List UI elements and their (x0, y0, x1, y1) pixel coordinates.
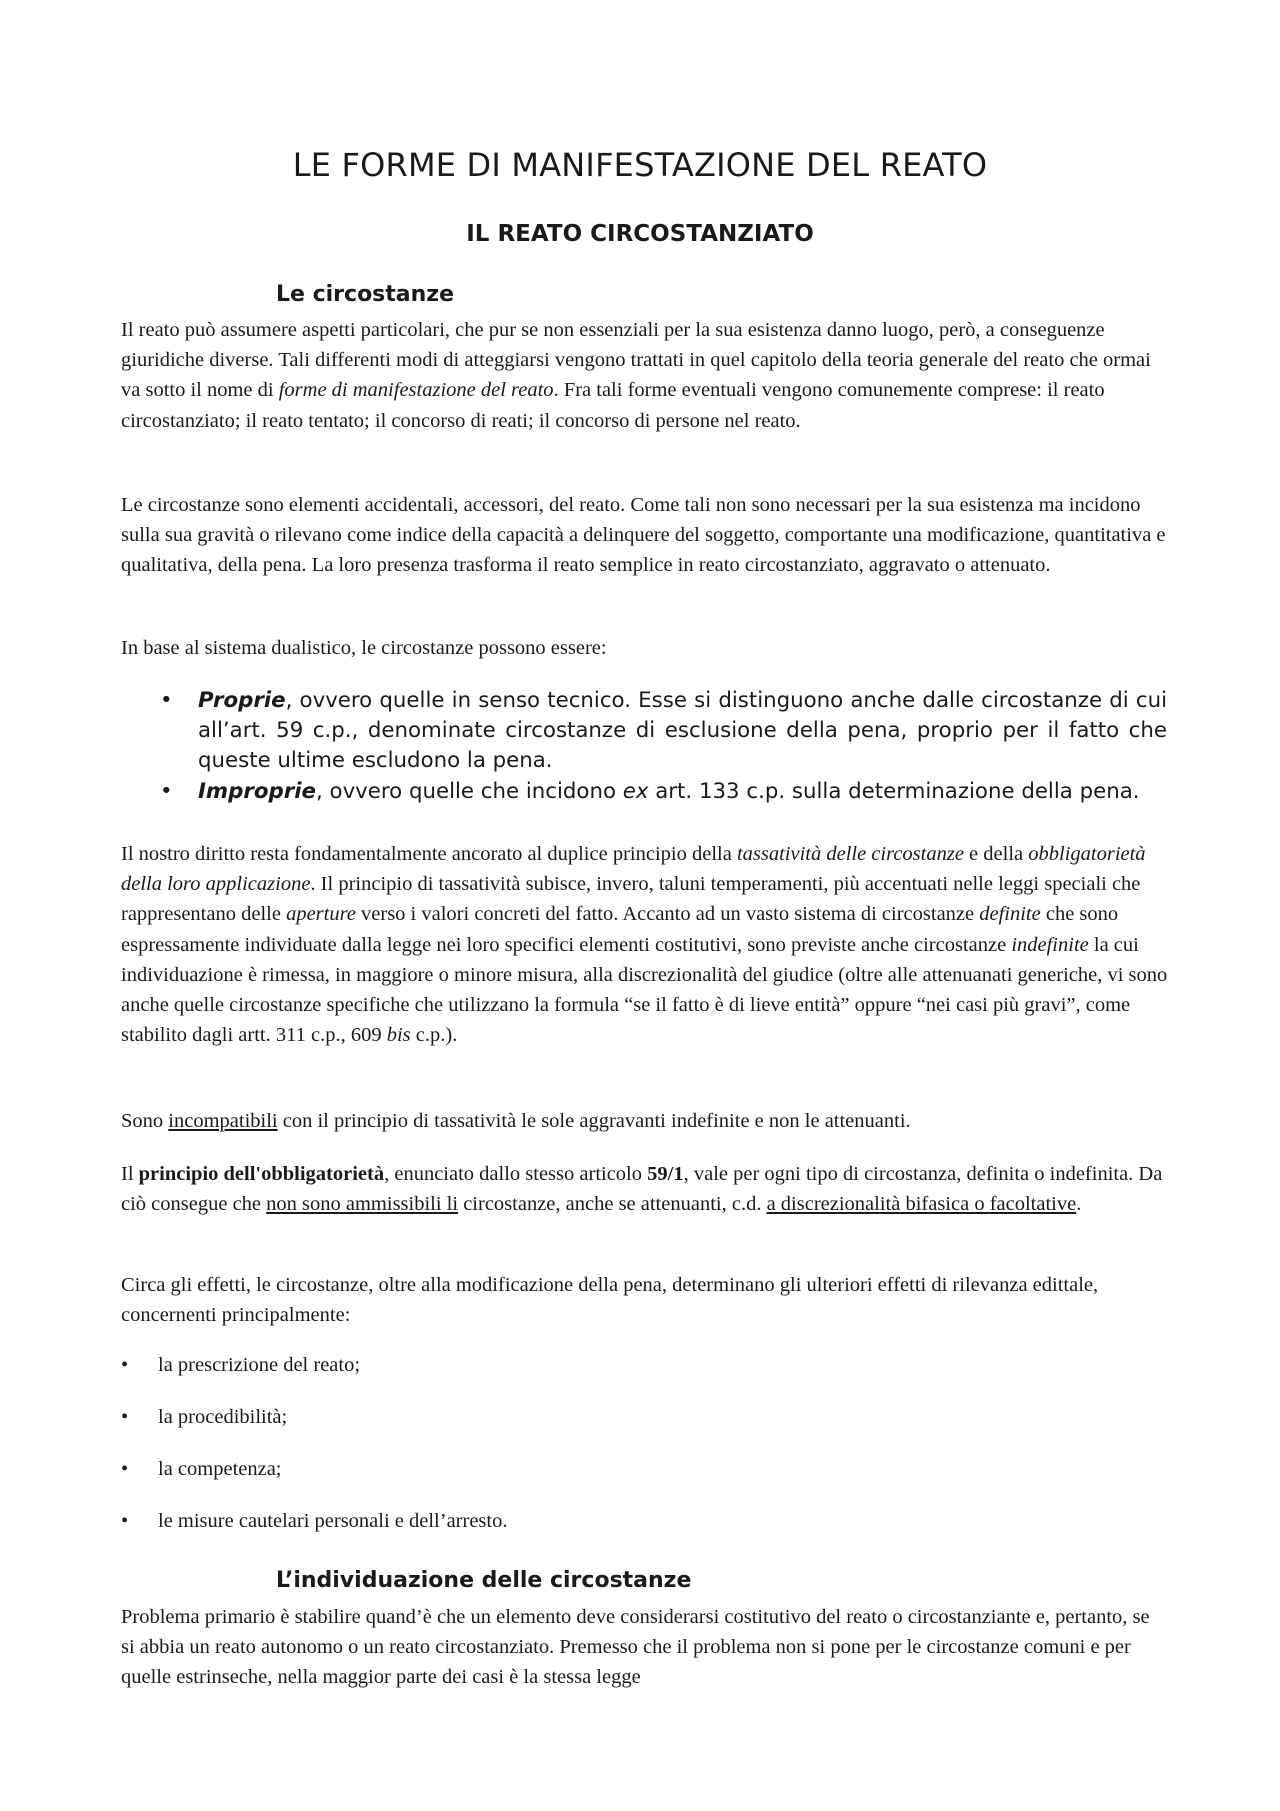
bullet-icon: • (121, 1458, 129, 1480)
bullet-icon: • (121, 1354, 129, 1376)
bullet-icon: • (160, 778, 173, 804)
paragraph-problema-text: Problema primario è stabilire quand’è che un elemento deve considerarsi costitutivo del reato o circostanziante e, pertanto, se si abbia un reato autonomo o un reato circostanziato. Premesso che il problema non si pone per le circostanze comuni e per quelle estrinseche, nella maggior parte dei casi è la stessa legge (121, 1606, 1150, 1689)
paragraph-definition-text: Le circostanze sono elementi accidentali, accessori, del reato. Come tali non sono necessari per la sua esistenza ma incidono sulla sua gravità o rilevano come indice della capacità a delinquere del soggetto, comportante una modificazione, quantitativa e qualitativa, della pena. La loro presenza trasforma il reato semplice in reato circostanziato, aggravato o attenuato. (121, 494, 1166, 577)
section-heading-circostanze: Le circostanze (276, 282, 455, 307)
bullet-icon: • (121, 1510, 129, 1532)
document-page: LE FORME DI MANIFESTAZIONE DEL REATO IL REATO CIRCOSTANZIATO Le circostanze Il reato può assumere aspetti particolari, che pur se non essenziali per la sua esistenza danno luogo, però, a conseguenze giuridiche diverse. Tali differenti modi di atteggiarsi vengono trattati in quel capitolo della teoria generale del reato che ormai va sotto il nome di forme di manifestazione del reato. Fra tali forme eventuali vengono comunemente comprese: il reato circostanziato; il reato tentato; il concorso di reati; il concorso di persone nel reato. Le circostanze sono elementi accidentali, accessori, del reato. Come tali non sono necessari per la sua esistenza ma incidono sulla sua gravità o rilevano come indice della capacità a delinquere del soggetto, comportante una modificazione, quantitativa e qualitativa, della pena. La loro presenza trasforma il reato semplice in reato circostanziato, aggravato o attenuato. In base al sistema dualistico, le circostanze possono essere: • Proprie, ovvero quelle in senso tecnico. Esse si distinguono anche dalle circostanze di cui all’art. 59 c.p., denominate circostanze di esclusione della pena, proprio per il fatto che queste ultime escludono la pena. • Improprie, ovvero quelle che incidono ex art. 133 c.p. sulla determinazione della pena. Il nostro diritto resta fondamentalmente ancorato al duplice principio della tassatività delle circostanze e della obbligatorietà della loro applicazione. Il principio di tassatività subisce, invero, taluni temperamenti, più accentuati nelle leggi speciali che rappresentano delle aperture verso i valori concreti del fatto. Accanto ad un vasto sistema di circostanze definite che sono espressamente individuate dalla legge nei loro specifici elementi costitutivi, sono previste anche circostanze indefinite la cui individuazione è rimessa, in maggiore o minore misura, alla discrezionalità del giudice (oltre alle attenuanati generiche, vi sono anche quelle circostanze specifiche che utilizzano la formula “se il fatto è di lieve entità” oppure “nei casi più gravi”, come stabilito dagli artt. 311 c.p., 609 bis c.p.). Sono incompatibili con il principio di tassatività le sole aggravanti indefinite e non le attenuanti. Il principio dell'obbligatorietà, enunciato dallo stesso articolo 59/1, vale per ogni tipo di circostanza, definita o indefinita. Da ciò consegue che non sono ammissibili li circostanze, anche se attenuanti, c.d. a discrezionalità bifasica o facoltative. Circa gli effetti, le circostanze, oltre alla modificazione della pena, determinano gli ulteriori effetti di rilevanza edittale, concernenti principalmente: • la prescrizione del reato; • la procedibilità; • la competenza; • le misure cautelari personali e dell’arresto. L’individuazione delle circostanze Problema primario è stabilire quand’è che un elemento deve considerarsi costitutivo del reato o circostanziante e, pertanto, se si abbia un reato autonomo o un reato circostanziato. Premesso che il problema non si pone per le circostanze comuni e per quelle estrinseche, nella maggior parte dei casi è la stessa legge (0, 0, 1280, 1811)
paragraph-effetti (121, 1270, 1168, 1330)
paragraph-obbligatorieta (121, 1159, 1168, 1219)
paragraph-problema (121, 1602, 1168, 1693)
list-item-proprie: • Proprie, ovvero quelle in senso tecnico. Esse si distinguono anche dalle circostanze di cui all’art. 59 c.p., denominate circostanze di esclusione della pena, proprio per il fatto che queste ultime escludono la pena. (160, 688, 1167, 774)
paragraph-intro (121, 315, 1168, 436)
paragraph-tassativita (121, 839, 1168, 1050)
bullet-icon: • (160, 688, 173, 713)
paragraph-intro-text: Il reato può assumere aspetti particolari, che pur se non essenziali per la sua esistenza danno luogo, però, a conseguenze giuridiche diverse. Tali differenti modi di atteggiarsi vengono trattati in quel capitolo della teoria generale del reato che ormai va sotto il nome di forme di manifestazione del reato. Fra tali forme eventuali vengono comunemente comprese: il reato circostanziato; il reato tentato; il concorso di reati; il concorso di persone nel reato. (121, 319, 1151, 432)
document-subtitle: IL REATO CIRCOSTANZIATO (466, 221, 814, 247)
paragraph-incompatibili-text: Sono incompatibili con il principio di tassatività le sole aggravanti indefinite e non le attenuanti. (121, 1110, 911, 1132)
paragraph-effetti-text: Circa gli effetti, le circostanze, oltre alla modificazione della pena, determinano gli ulteriori effetti di rilevanza edittale, concernenti principalmente: (121, 1274, 1099, 1327)
document-title: LE FORME DI MANIFESTAZIONE DEL REATO (292, 146, 988, 184)
bullet-list-types (157, 686, 1167, 807)
paragraph-definition (121, 490, 1168, 581)
section-heading-individuazione: L’individuazione delle circostanze (276, 1568, 692, 1593)
paragraph-dualistic (121, 633, 1168, 663)
paragraph-incompatibili (121, 1106, 1168, 1136)
paragraph-obbligatorieta-text: Il principio dell'obbligatorietà, enunciato dallo stesso articolo 59/1, vale per ogni tipo di circostanza, definita o indefinita. Da ciò consegue che non sono ammissibili li circostanze, anche se attenuanti, c.d. a discrezionalità bifasica o facoltative. (121, 1163, 1163, 1216)
paragraph-tassativita-text: Il nostro diritto resta fondamentalmente ancorato al duplice principio della tassatività delle circostanze e della obbligatorietà della loro applicazione. Il principio di tassatività subisce, invero, taluni temperamenti, più accentuati nelle leggi speciali che rappresentano delle aperture verso i valori concreti del fatto. Accanto ad un vasto sistema di circostanze definite che sono espressamente individuate dalla legge nei loro specifici elementi costitutivi, sono previste anche circostanze indefinite la cui individuazione è rimessa, in maggiore o minore misura, alla discrezionalità del giudice (oltre alle attenuanati generiche, vi sono anche quelle circostanze specifiche che utilizzano la formula “se il fatto è di lieve entità” oppure “nei casi più gravi”, come stabilito dagli artt. 311 c.p., 609 bis c.p.). (121, 843, 1168, 1047)
list-item-improprie: • Improprie, ovvero quelle che incidono ex art. 133 c.p. sulla determinazione della pena. (157, 777, 1167, 807)
paragraph-dualistic-text: In base al sistema dualistico, le circostanze possono essere: (121, 637, 607, 659)
bullet-icon: • (121, 1406, 129, 1428)
